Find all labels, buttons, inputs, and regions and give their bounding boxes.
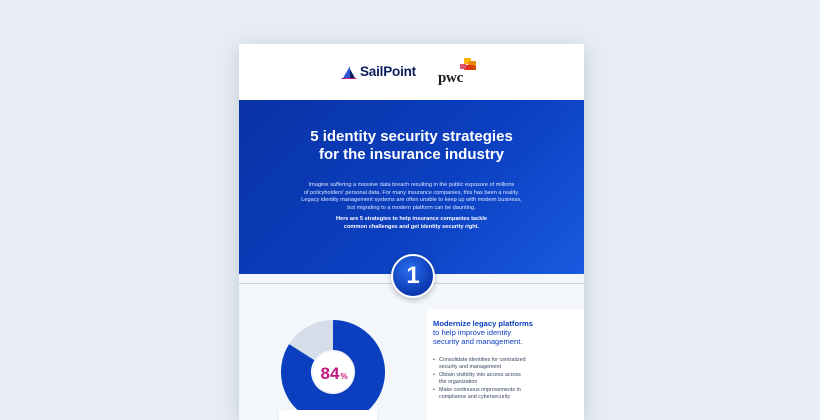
stat-value: 84 — [320, 364, 340, 383]
strategy-bullets — [433, 357, 573, 403]
intro-line: of policyholders' personal data. For many insurance companies, this has been a reality. — [303, 189, 520, 196]
strategy-subtitle-line: to help improve identity — [433, 328, 512, 337]
logo-bar — [239, 44, 584, 100]
strategy-title: Modernize legacy platforms — [433, 319, 534, 328]
intro-line: Imagine suffering a massive data breach resulting in the public exposure of millions — [308, 182, 515, 188]
bullet-line: • Make continuous improvements in — [439, 387, 521, 394]
bullet-line: • Consolidate identities for centralized — [439, 357, 526, 363]
page-title — [239, 128, 584, 164]
bullet-item — [433, 387, 573, 400]
strategy-card — [427, 309, 584, 420]
stat-unit: % — [340, 372, 348, 381]
hero-banner — [239, 100, 584, 274]
sailpoint-logo-text: SailPoint — [360, 64, 416, 79]
bullet-line: the organization — [439, 378, 478, 385]
page-title-line: 5 identity security strategies — [310, 128, 513, 145]
stat-donut-chart — [281, 320, 385, 420]
pwc-logo-text: pwc — [438, 70, 463, 86]
intro-line: but migrating to a modern platform can be daunting. — [347, 204, 476, 211]
bullet-line: compliance and cybersecurity — [439, 393, 511, 400]
callout-line: common challenges and get identity security right. — [343, 223, 480, 230]
stat-caption-card — [279, 410, 377, 420]
strategy-subtitle — [433, 328, 573, 346]
intro-paragraph — [279, 182, 544, 212]
callout-line: Here are 5 strategies to help insurance companies tackle — [335, 216, 488, 222]
bullet-item — [433, 357, 573, 370]
pwc-logo — [438, 56, 482, 90]
intro-line: Legacy identity management systems are often unable to keep up with modern business, — [301, 197, 522, 203]
intro-callout — [299, 216, 524, 231]
bullet-line: security and management — [439, 363, 502, 370]
infographic-page — [239, 44, 584, 420]
bullet-line: • Obtain visibility into access across — [439, 372, 521, 379]
bullet-item — [433, 372, 573, 385]
sailpoint-logo — [341, 64, 416, 79]
page-title-line: for the insurance industry — [318, 146, 505, 163]
strategy-subtitle-line: security and management. — [433, 337, 523, 346]
step-number-badge: 1 — [391, 254, 435, 298]
sailpoint-logo-icon — [341, 65, 357, 79]
